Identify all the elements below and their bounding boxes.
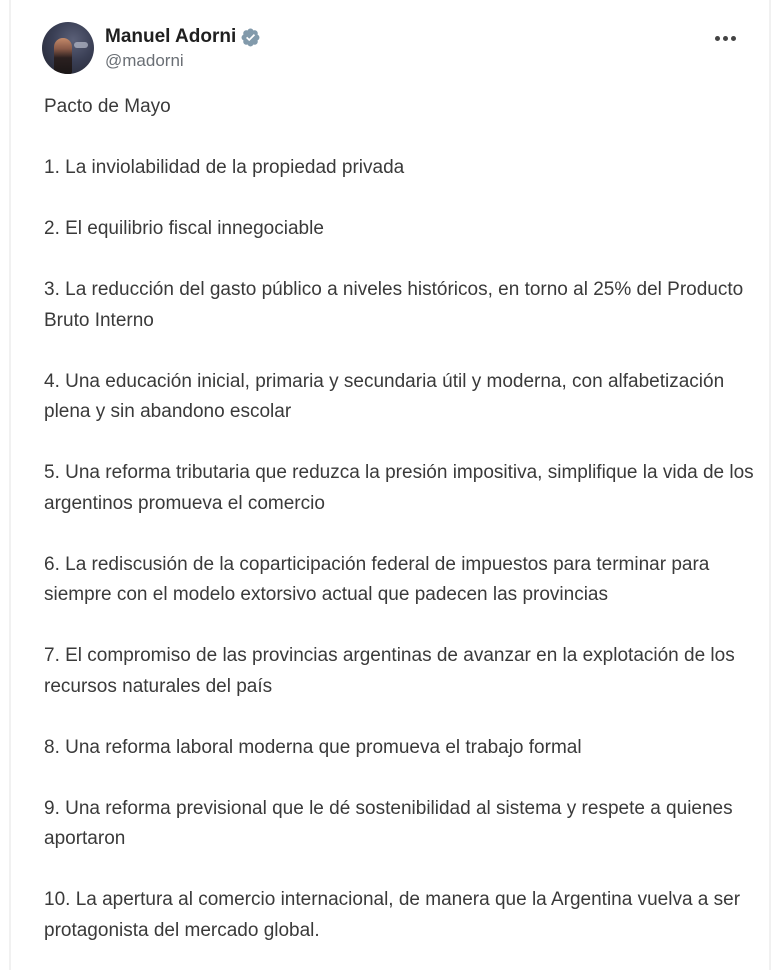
more-options-icon: [723, 36, 728, 41]
list-item: 5. Una reforma tributaria que reduzca la presión impositiva, simplifique la vida de los argentinos promueva el comercio: [44, 462, 754, 514]
list-item: 2. El equilibrio fiscal innegociable: [44, 218, 324, 239]
list-item: 1. La inviolabilidad de la propiedad privada: [44, 157, 405, 178]
list-item: 8. Una reforma laboral moderna que promueva el trabajo formal: [44, 736, 582, 758]
list-item: 7. El compromiso de las provincias argentinas de avanzar en la explotación de los recursos naturales del país: [44, 645, 735, 697]
list-item: 6. La rediscusión de la coparticipación federal de impuestos para terminar para siempre con el modelo extorsivo actual que padecen las provincias: [44, 553, 710, 605]
author-handle[interactable]: @madorni: [105, 51, 184, 70]
verified-badge-icon: [240, 27, 261, 48]
avatar[interactable]: [42, 22, 94, 74]
avatar-background-light: [74, 42, 88, 48]
post-text: [44, 92, 764, 970]
post-title: Pacto de Mayo: [44, 96, 171, 117]
more-options-icon: [715, 36, 720, 41]
author-name-row: [105, 24, 261, 50]
author-display-name[interactable]: Manuel Adorni: [105, 26, 237, 47]
more-options-button[interactable]: [711, 28, 739, 48]
list-item: 10. La apertura al comercio internacional, de manera que la Argentina vuelva a ser protagonista del mercado global.: [44, 889, 741, 941]
post-card: [9, 0, 771, 970]
avatar-person-figure: [54, 38, 72, 74]
more-options-icon: [731, 36, 736, 41]
list-item: 9. Una reforma previsional que le dé sostenibilidad al sistema y respete a quienes aportaron: [44, 797, 733, 849]
post-header: [42, 22, 749, 76]
list-item: 3. La reducción del gasto público a niveles históricos, en torno al 25% del Producto Bruto Interno: [44, 279, 744, 331]
author-info: [105, 24, 261, 71]
list-item: 4. Una educación inicial, primaria y secundaria útil y moderna, con alfabetización plena y sin abandono escolar: [44, 370, 725, 422]
